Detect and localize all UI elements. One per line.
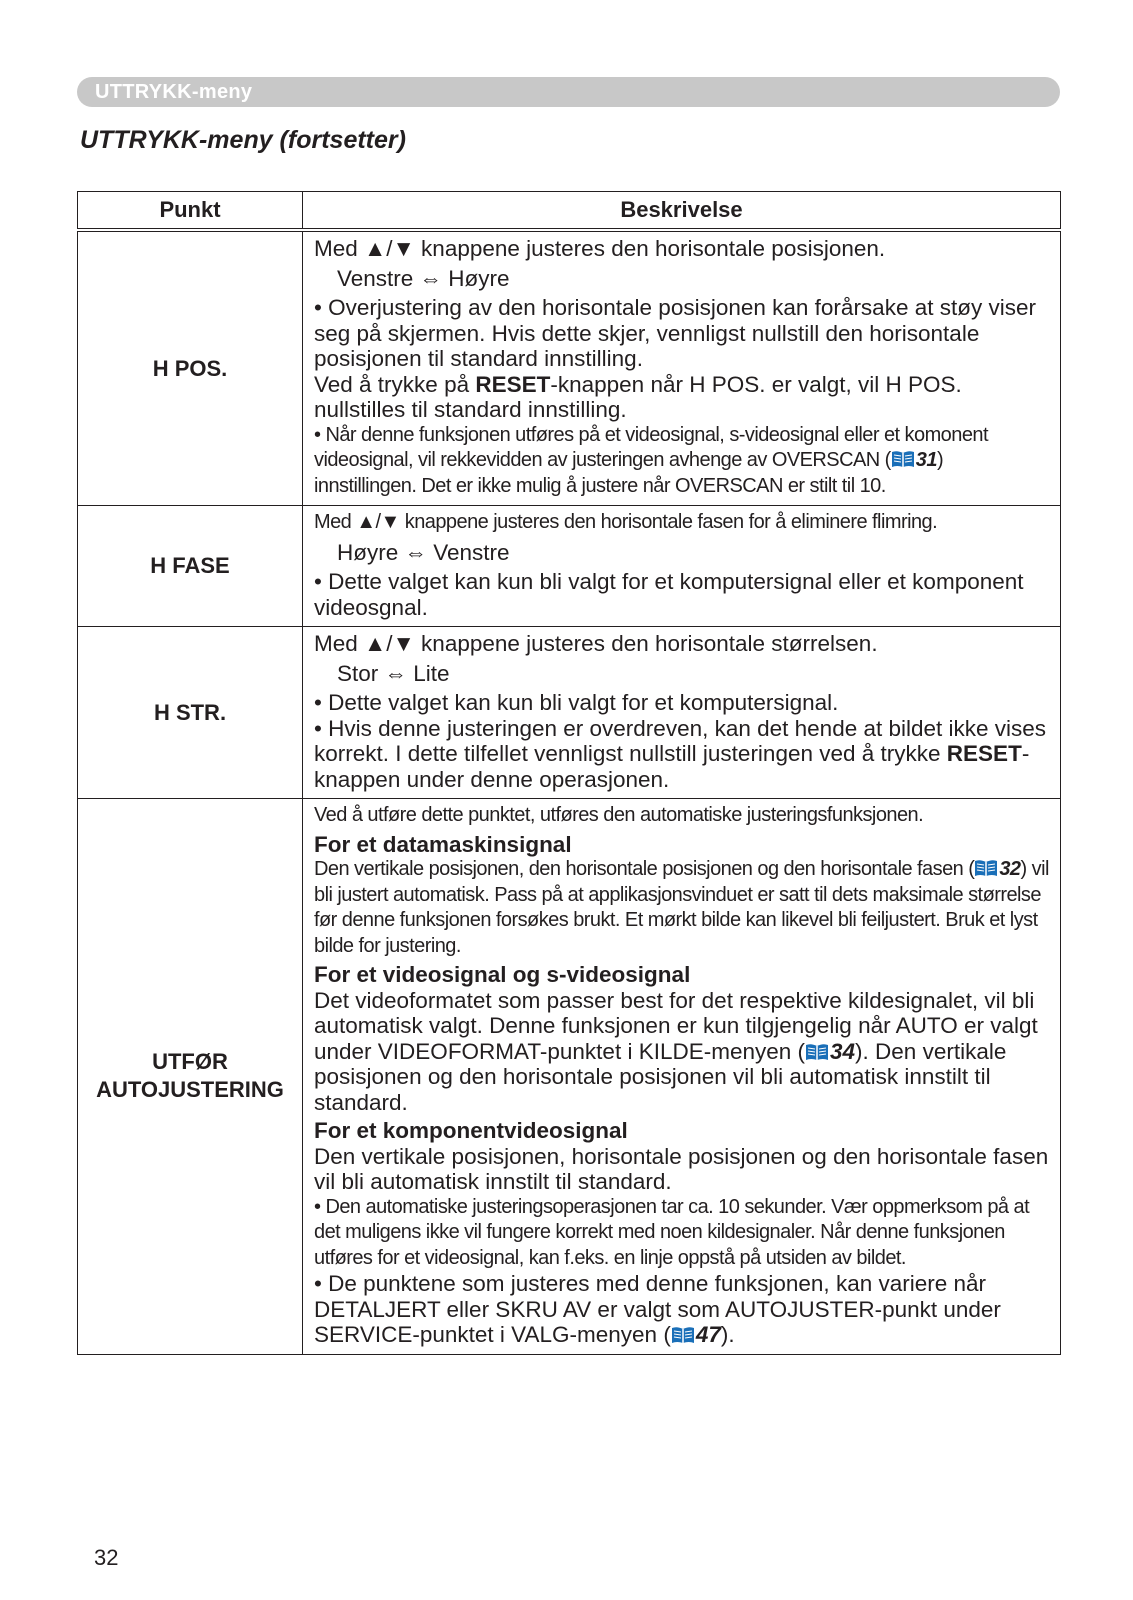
table-row-autojustering xyxy=(78,799,1061,1355)
hpos-note-2: • Når denne funksjonen utføres på et videosignal, s-videosignal eller et komonent videosignal, vil rekkevidden av justeringen avhenge av OVERSCAN ( 31) innstillingen. Det er ikke mulig å justere når OVERSCAN er stilt til 10. xyxy=(314,423,988,497)
item-hfase: H FASE xyxy=(78,506,303,627)
auto-note-1: • Den automatiske justeringsoperasjonen tar ca. 10 sekunder. Vær oppmerksom på at det muligens ikke vil fungere korrekt med noen kildesignaler. Når denne funksjonen utføres for et videosignal, kan f.eks. en linje oppstå på utsiden av bildet. xyxy=(314,1195,1030,1269)
auto-heading-component: For et komponentvideosignal xyxy=(314,1118,628,1143)
auto-note-2: • De punktene som justeres med denne funksjonen, kan variere når DETALJERT eller SKRU AV er valgt som AUTOJUSTER-punkt under SERVICE-punktet i VALG-menyen ( 47). xyxy=(314,1271,1001,1347)
hpos-note-1: • Overjustering av den horisontale posisjonen kan forårsake at støy viser seg på skjermen. Hvis dette skjer, vennligst nullstill den horisontale posisjonen til standard innstilling. xyxy=(314,295,1036,371)
item-hstr: H STR. xyxy=(78,627,303,799)
hstr-intro: Med ▲/▼ knappene justeres den horisontale størrelsen. xyxy=(314,631,878,656)
book-icon xyxy=(974,859,998,877)
hfase-intro: Med ▲/▼ knappene justeres den horisontale fasen for å eliminere flimring. xyxy=(314,511,938,533)
item-autojustering: UTFØR AUTOJUSTERING xyxy=(78,799,303,1355)
hpos-intro: Med ▲/▼ knappene justeres den horisontale posisjonen. xyxy=(314,236,886,261)
auto-heading-computer: For et datamaskinsignal xyxy=(314,831,572,857)
menu-table xyxy=(77,191,1061,1355)
hpos-reset-note: Ved å trykke på RESET-knappen når H POS. er valgt, vil H POS. nullstilles til standard innstilling. xyxy=(314,371,962,422)
book-icon xyxy=(805,1043,829,1061)
page-number: 32 xyxy=(94,1545,119,1570)
section-header-bar xyxy=(77,77,1060,107)
hstr-note-1: • Dette valget kan kun bli valgt for et komputersignal. xyxy=(314,690,839,715)
hpos-direction: Venstre ⇔ Høyre xyxy=(337,265,510,291)
page-ref: 31 xyxy=(915,449,937,471)
section-header-label: UTTRYKK-meny xyxy=(95,81,253,103)
auto-heading-video: For et videosignal og s-videosignal xyxy=(314,962,691,987)
description-hstr xyxy=(303,627,1061,799)
auto-computer-text: Den vertikale posisjonen, den horisontale posisjonen og den horisontale fasen ( 32) vil bli justert automatisk. Pass på at applikasjonsvinduet er satt til dets maksimale størrelse før denne funksjonen forsøkes brukt. Et mørkt bilde kan likevel bli feiljustert. Bruk et lyst bilde for justering. xyxy=(314,858,1049,957)
page-ref: 32 xyxy=(999,858,1021,880)
item-hpos: H POS. xyxy=(78,230,303,506)
hfase-direction: Høyre ⇔ Venstre xyxy=(337,539,510,565)
auto-component-text: Den vertikale posisjonen, horisontale posisjonen og den horisontale fasen vil bli automatisk innstilt til standard. xyxy=(314,1143,1049,1194)
description-hfase xyxy=(303,506,1061,627)
column-header-item: Punkt xyxy=(78,192,303,231)
hstr-note-2: • Hvis denne justeringen er overdreven, kan det hende at bildet ikke vises korrekt. I dette tilfellet vennligst nullstill justeringen ved å trykke RESET-knappen under denne operasjonen. xyxy=(314,715,1047,792)
table-row-hfase xyxy=(78,506,1061,627)
auto-intro: Ved å utføre dette punktet, utføres den automatiske justeringsfunksjonen. xyxy=(314,804,924,826)
table-row-hstr xyxy=(78,627,1061,799)
book-icon xyxy=(671,1326,695,1344)
hstr-direction: Stor ⇔ Lite xyxy=(337,660,450,686)
table-header-row xyxy=(78,192,1061,231)
book-icon xyxy=(891,450,915,468)
description-autojustering xyxy=(303,799,1061,1355)
description-hpos xyxy=(303,230,1061,506)
auto-video-text: Det videoformatet som passer best for det respektive kildesignalet, vil bli automatisk valgt. Denne funksjonen er kun tilgjengelig når AUTO er valgt under VIDEOFORMAT-punktet i KILDE-menyen ( 34). Den vertikale posisjonen og den horisontale posisjonen vil bli automatisk innstilt til standard. xyxy=(314,987,1038,1115)
table-row-hpos xyxy=(78,230,1061,506)
page-ref: 34 xyxy=(830,1038,856,1064)
page-ref: 47 xyxy=(695,1322,721,1347)
column-header-description: Beskrivelse xyxy=(303,192,1061,231)
page-title: UTTRYKK-meny (fortsetter) xyxy=(80,126,406,154)
hfase-note: • Dette valget kan kun bli valgt for et komputersignal eller et komponent videosgnal. xyxy=(314,569,1024,620)
